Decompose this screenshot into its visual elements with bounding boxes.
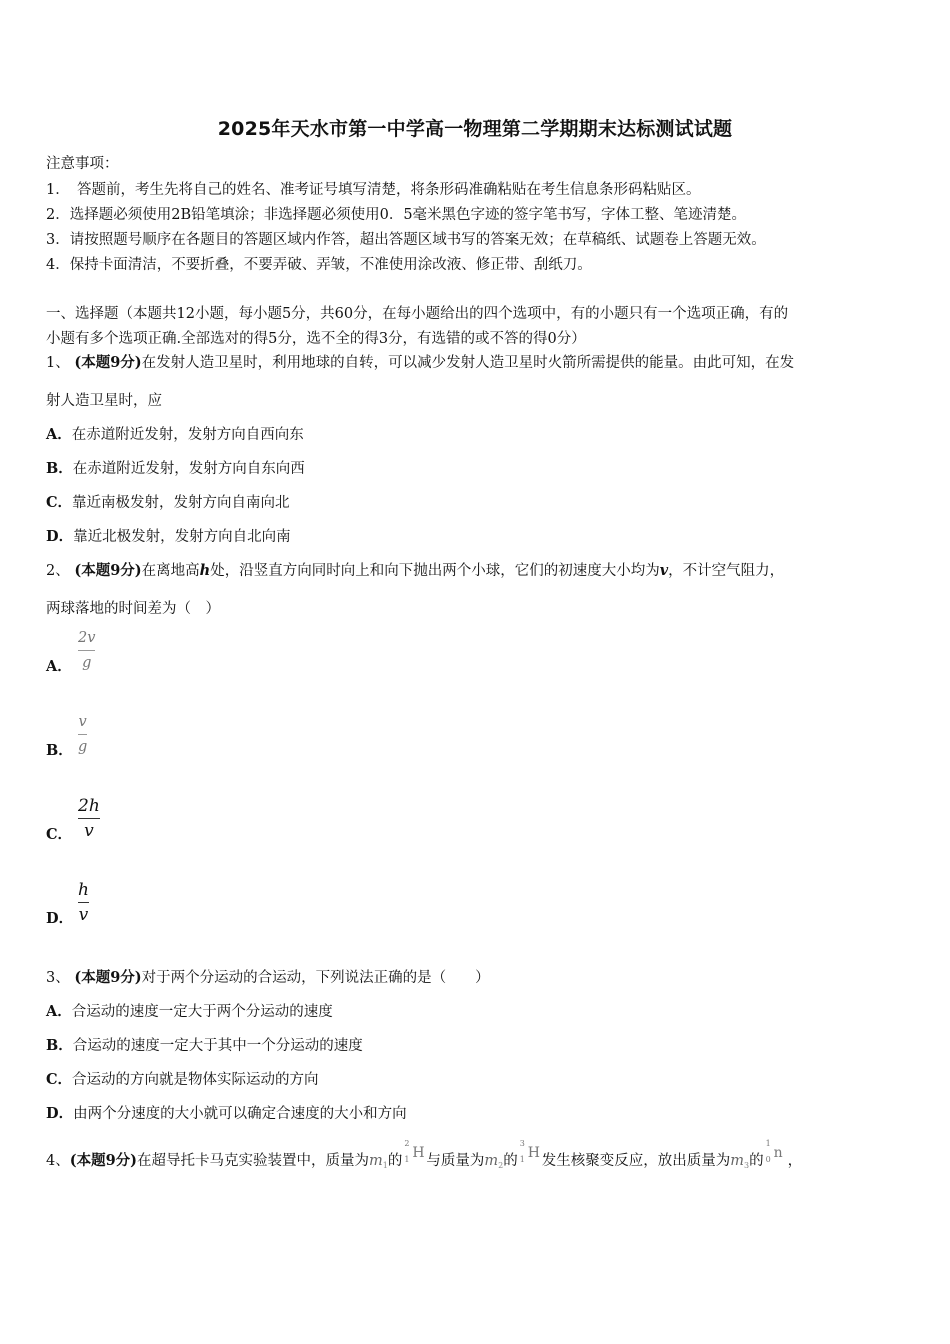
- question-2-text: 在离地高: [141, 563, 200, 579]
- q2-option-c-fraction: [78, 796, 100, 841]
- variable-h: h: [199, 562, 211, 579]
- q2-option-b-label: B．: [46, 742, 73, 759]
- question-3-tag: (本题9分): [74, 969, 142, 986]
- option-label: D．: [46, 1105, 74, 1122]
- option-text: 合运动的方向就是物体实际运动的方向: [72, 1072, 319, 1088]
- question-4-stem: [46, 1139, 803, 1170]
- question-2-number: 2、: [46, 563, 70, 579]
- denominator: v: [78, 905, 89, 925]
- mass-symbol: m: [730, 1153, 744, 1169]
- question-4-text: 发生核聚变反应，放出质量为: [541, 1153, 731, 1169]
- numerator: 2h: [78, 796, 100, 816]
- mass-number: 3: [519, 1139, 525, 1148]
- deuterium-symbol: [402, 1139, 426, 1167]
- q2-option-c-label: C．: [46, 826, 73, 843]
- question-1-text: 在发射人造卫星时，利用地球的自转，可以减少发射人造卫星时火箭所需提供的能量。由此可知，在发: [141, 355, 795, 371]
- denominator: g: [78, 739, 88, 755]
- option-text: 合运动的速度一定大于两个分运动的速度: [71, 1004, 333, 1020]
- option-label: D．: [46, 528, 74, 545]
- mass-symbol: m: [369, 1153, 383, 1169]
- q1-option-c: [46, 491, 290, 512]
- element-symbol: H: [412, 1145, 425, 1161]
- neutron-symbol: [764, 1139, 788, 1167]
- notice-item-3: 3．请按照题号顺序在各题目的答题区域内作答，超出答题区域书写的答案无效；在草稿纸、试题卷上答题无效。: [46, 232, 766, 248]
- q1-option-d: [46, 525, 291, 546]
- page-title: 2025年天水市第一中学高一物理第二学期期末达标测试试题: [217, 118, 733, 140]
- variable-v: v: [659, 562, 669, 579]
- question-2-text: 处，沿竖直方向同时向上和向下抛出两个小球，它们的初速度大小均为: [210, 563, 660, 579]
- fraction-bar: [78, 734, 87, 735]
- q3-option-b: [46, 1034, 363, 1055]
- notice-heading: 注意事项：: [46, 156, 119, 172]
- question-3-text: 对于两个分运动的合运动，下列说法正确的是（ ）: [141, 970, 490, 986]
- option-label: B．: [46, 1037, 73, 1054]
- fraction-bar: [78, 902, 89, 903]
- question-2-tag: (本题9分): [74, 562, 142, 579]
- notice-item-1: 1． 答题前，考生先将自己的姓名、准考证号填写清楚，将条形码准确粘贴在考生信息条形码粘贴区。: [46, 182, 701, 198]
- notice-item-2: 2．选择题必须使用2B铅笔填涂；非选择题必须使用0．5毫米黑色字迹的签字笔书写，字体工整、笔迹清楚。: [46, 207, 747, 223]
- option-text: 在赤道附近发射，发射方向自西向东: [71, 427, 304, 443]
- option-text: 由两个分速度的大小就可以确定合速度的大小和方向: [73, 1106, 407, 1122]
- numerator: h: [78, 880, 89, 900]
- question-4-text: 的: [503, 1153, 518, 1169]
- atomic-number: 1: [404, 1155, 410, 1164]
- option-label: B．: [46, 460, 73, 477]
- question-2-text: ，不计空气阻力，: [668, 563, 785, 579]
- mass-subscript: 1: [382, 1161, 388, 1170]
- question-1-tag: (本题9分): [74, 354, 142, 371]
- option-label: A．: [46, 1003, 72, 1020]
- question-4-text: 的: [387, 1153, 403, 1169]
- question-1-stem: [46, 351, 794, 372]
- option-label: A．: [46, 426, 72, 443]
- q2-option-d-label: D．: [46, 910, 74, 927]
- mass-number: 1: [765, 1139, 771, 1148]
- notice-item-4: 4．保持卡面清洁，不要折叠，不要弄破、弄皱，不准使用涂改液、修正带、刮纸刀。: [46, 257, 592, 273]
- element-symbol: H: [527, 1145, 540, 1161]
- question-1-number: 1、: [46, 355, 70, 371]
- atomic-number: 1: [519, 1155, 525, 1164]
- question-1-stem-cont: 射人造卫星时，应: [46, 393, 162, 409]
- mass-subscript: 2: [498, 1161, 504, 1170]
- q3-option-d: [46, 1102, 407, 1123]
- question-4-tag: (本题9分): [69, 1152, 138, 1169]
- question-4-text: 的: [749, 1153, 764, 1169]
- option-text: 合运动的速度一定大于其中一个分运动的速度: [72, 1038, 363, 1054]
- q2-option-a-label: A．: [46, 658, 72, 675]
- option-label: C．: [46, 1071, 73, 1088]
- element-symbol: n: [773, 1145, 783, 1161]
- denominator: g: [82, 655, 92, 671]
- question-4-text: 与质量为: [426, 1153, 485, 1169]
- q1-option-b: [46, 457, 305, 478]
- atomic-number: 0: [765, 1155, 771, 1164]
- question-4-text: 在超导托卡马克实验装置中，质量为: [137, 1153, 370, 1169]
- q3-option-c: [46, 1068, 319, 1089]
- q1-option-a: [46, 423, 304, 444]
- q2-option-d-fraction: [78, 880, 89, 925]
- q2-option-a-fraction: [78, 628, 95, 673]
- question-4-number: 4、: [46, 1153, 70, 1169]
- question-3-number: 3、: [46, 970, 70, 986]
- numerator: 2v: [78, 630, 96, 646]
- q3-option-a: [46, 1000, 333, 1021]
- fraction-bar: [78, 818, 100, 819]
- fraction-bar: [78, 650, 95, 651]
- mass-m3: [730, 1153, 749, 1169]
- option-text: 靠近南极发射，发射方向自南向北: [72, 495, 290, 511]
- question-4-text: ，: [787, 1153, 803, 1169]
- tritium-symbol: [518, 1139, 542, 1167]
- option-text: 靠近北极发射，发射方向自北向南: [73, 529, 291, 545]
- denominator: v: [84, 821, 94, 841]
- section-intro-line-2: 小题有多个选项正确.全部选对的得5分，选不全的得3分，有选错的或不答的得0分）: [46, 331, 586, 347]
- option-text: 在赤道附近发射，发射方向自东向西: [72, 461, 305, 477]
- question-2-stem: [46, 559, 784, 580]
- mass-m1: [369, 1153, 388, 1169]
- mass-symbol: m: [484, 1153, 499, 1169]
- mass-subscript: 3: [743, 1161, 750, 1170]
- mass-number: 2: [404, 1139, 410, 1148]
- option-label: C．: [46, 494, 73, 511]
- mass-m2: [484, 1153, 503, 1169]
- question-2-stem-cont: 两球落地的时间差为（ ）: [46, 601, 220, 617]
- q2-option-b-fraction: [78, 712, 87, 757]
- question-3-stem: [46, 966, 490, 987]
- section-intro-line-1: 一、选择题（本题共12小题，每小题5分，共60分，在每小题给出的四个选项中，有的小题只有一个选项正确，有的: [46, 306, 789, 322]
- numerator: v: [78, 714, 87, 730]
